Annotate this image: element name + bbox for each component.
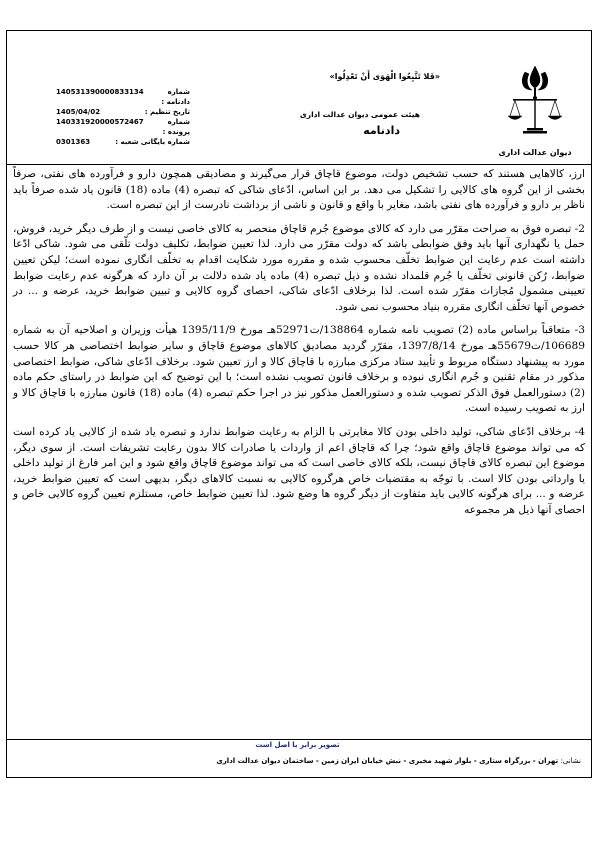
address-label: نشانی: — [560, 757, 581, 765]
emblem — [490, 62, 580, 162]
footer-divider — [6, 739, 592, 740]
meta-value: 140331920000572467 — [56, 118, 144, 126]
meta-label: شماره بایگانی شعبه : — [115, 138, 190, 146]
meta-label: تاریخ تنظیم : — [144, 108, 190, 116]
meta-value: 1405/04/02 — [56, 108, 101, 116]
paragraph-intro: ارز، کالاهایی هستند که حسب تشخیص دولت، موضوع قاچاق قرار می‌گیرند و مصادیقی همچون دارو و فرآورده های نفتی، صرفاً بخشی از این گروه های کالایی را تشکیل می دهد. بر این اساس، ادّعای شاکی که تبصره (4) ماده (18) قانون یاد شده صرفاً باید ناظر بر دارو و فرآورده های نفتی باشد، مغایر با واقع و قانون و ناشی از برداشت نادرست از این تبصره است. — [13, 168, 585, 212]
board-title: هیئت عمومی دیوان عدالت اداری — [299, 110, 420, 119]
ruling-body — [13, 167, 585, 526]
certified-copy-note: تصویر برابر با اصل است — [255, 741, 340, 749]
ruling-title: دادنامه — [363, 124, 400, 137]
paragraph-3: 3- متعاقباً براساس ماده (2) تصویب نامه شماره 138864/ت52971هـ مورخ 1395/11/9 هیأت وزیران و اصلاحیه آن به شماره 106689/ت55679هـ مورخ 1397/8/14، مقرّر گردید مصادیق کالاهای موضوع قاچاق و سایر ضوابط اختصاصی هر کالا حسب مورد به پیشنهاد دستگاه مربوط و تأیید ستاد مرکزی مبارزه با قاچاق کالا و ارز تعیین شود. برخلاف ادّعای شاکی، ضوابط اختصاصی مذکور در مقام تقنین و جُرم انگاری نبوده و برخلاف قانون تصویب نشده است؛ با این توضیح که این ضوابط در راستای حکم ماده (2) دستورالعمل فوق الذکر تصویب شده و دستورالعمل مذکور نیز در اجرا حکم تبصره (4) ماده (18) قانون مبارزه با قاچاق کالا و ارز به تصویب رسیده است. — [13, 324, 585, 415]
meta-row-archive-number — [56, 137, 190, 147]
meta-label: شماره پرونده : — [162, 118, 190, 136]
meta-label: شماره دادنامه : — [161, 88, 190, 106]
address-text: تهران - بزرگراه ستاری - بلوار شهید مخبری - نبش خیابان ایران زمین - ساختمان دیوان عدالت اداری — [216, 757, 559, 765]
header-verse: «فَلا تَتَّبِعُوا الْهَوَى أَنْ تَعْدِلُوا» — [329, 72, 440, 81]
paragraph-4: 4- برخلاف ادّعای شاکی، تولید داخلی بودن کالا مغایرتی با الزام به رعایت ضوابط ندارد و تبصره یاد شده از کالایی یاد کرده است که می تواند موضوع قاچاق واقع شود؛ چرا که قاچاق اعم از واردات یا صادرات کالا بدون رعایت تشریفات است. از سوی دیگر، موضوع این تبصره کالای قاچاق نیست، بلکه کالای خاصی است که می تواند موضوع قاچاق واقع شود و این امر فارغ از تولید داخلی یا وارداتی بودن کالا است. با توجّه به مقتضیات خاص هرگروه کالایی به نسبت کالاهای دیگر، بدیهی است که تعیین ضوابط خرید، عرضه و ... برای هرگونه کالایی باید متفاوت از دیگر گروه ها وضع شود. لذا تعیین ضوابط خاص، مستلزم تعیین گروه کالایی خاص و احصای آنها ذیل هر مجموعه — [13, 425, 585, 516]
meta-value: 140531390000833134 — [56, 88, 144, 96]
header-divider — [6, 164, 592, 165]
case-metadata — [56, 87, 190, 147]
meta-value: 0301363 — [56, 138, 91, 146]
paragraph-2: 2- تبصره فوق به صراحت مقرّر می دارد که کالای موضوع جُرم قاچاق منحصر به کالای خاصی نیست و از طرف دیگر خرید، فروش، حمل یا نگهداری آنها باید وفق ضوابطی باشد که دولت مقرّر می دارد. لذا تعیین ضوابط، تکلیف دولت تلّقی می شود. شاکی ادّعا داشته است عدم رعایت این ضوابط تخلّف محسوب شده و مقرره مورد شکایت اقدام به تخلّف انگاری نموده است؛ لیکن تعیین ضوابط، رُکن قانونی تخلّف یا جُرم قلمداد نشده و ذیل تبصره (4) ماده یاد شده دلالت بر آن دارد که هرگونه عدم رعایت ضوابط تعیینی مشمول مُجازات مقرّر شده است. لذا برخلاف ادّعای شاکی، احصای گروه کالایی و تبیین ضوابط خرید، عرضه و ... در خصوص آنها تخلّف انگاری مقرره بنیاد محسوب نمی شود. — [13, 222, 585, 313]
meta-row-date — [56, 107, 190, 117]
meta-row-case-number — [56, 117, 190, 137]
meta-row-ruling-number — [56, 87, 190, 107]
emblem-label: دیوان عدالت اداری — [498, 148, 572, 157]
scales-of-justice-icon — [505, 62, 565, 142]
footer-address — [216, 757, 581, 765]
